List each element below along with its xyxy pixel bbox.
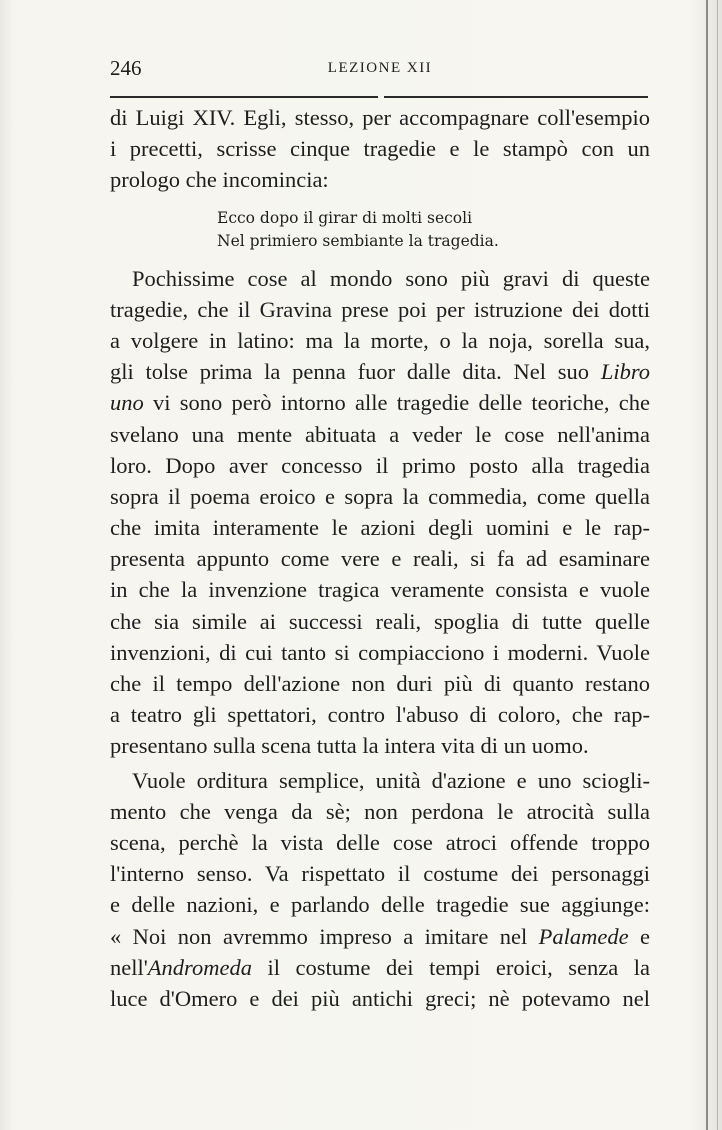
text-line: a teatro gli spettatori, contro l'abuso di coloro, che rap- xyxy=(110,702,650,728)
text-run: « Noi non avremmo impreso a imitare nel xyxy=(110,923,539,949)
text-run: nell' xyxy=(110,954,148,980)
text-line: prologo che incomincia: xyxy=(110,167,329,193)
verse-quote xyxy=(217,207,650,253)
page-number: 246 xyxy=(110,56,142,80)
page-edge-line xyxy=(717,0,718,1130)
text-line: che sia simile ai successi reali, spoglia di tutte quelle xyxy=(110,608,650,634)
running-title: LEZIONE XII xyxy=(327,60,433,76)
text-line xyxy=(110,356,650,387)
paragraph-2 xyxy=(110,263,650,762)
text-line: sopra il poema eroico e sopra la commedia, come quella xyxy=(110,483,650,509)
text-line: che il tempo dell'azione non duri più di quanto restano xyxy=(110,671,650,696)
verse-line: Nel primiero sembiante la tragedia. xyxy=(217,231,499,250)
text-run: il costume dei tempi eroici, senza la xyxy=(251,954,650,980)
work-title-palamede: Palamede xyxy=(538,923,629,949)
verse-line: Ecco dopo il girar di molti secoli xyxy=(217,208,473,227)
text-line: i precetti, scrisse cinque tragedie e le stampò con un xyxy=(110,136,650,162)
text-line: scena, perchè la vista delle cose atroci offende troppo xyxy=(110,829,650,855)
paragraph-1 xyxy=(110,102,650,196)
text-line: presentano sulla scena tutta la intera vita di un uomo. xyxy=(110,733,589,759)
text-line: l'interno senso. Va rispettato il costume dei personaggi xyxy=(110,861,650,887)
text-run: e xyxy=(628,923,650,949)
text-line: tragedie, che il Gravina prese poi per istruzione dei dotti xyxy=(110,296,650,322)
paragraph-3 xyxy=(110,765,650,1015)
text-run: gli tolse prima la penna fuor dalle dita. Nel suo xyxy=(110,359,601,385)
page-edge-shadow xyxy=(706,0,708,1130)
text-line xyxy=(110,952,650,983)
text-line: svelano una mente abituata a veder le cose nell'anima xyxy=(110,421,650,447)
header-rule-left xyxy=(110,96,378,98)
text-line: Vuole orditura semplice, unità d'azione e uno sciogli- xyxy=(132,767,650,793)
body-text xyxy=(110,102,650,1014)
text-line: mento che venga da sè; non perdona le atrocità sulla xyxy=(110,798,650,824)
text-run: vi sono però intorno alle tragedie delle teoriche, che xyxy=(143,390,650,416)
page-header xyxy=(110,56,650,86)
text-line xyxy=(110,387,650,418)
text-line: loro. Dopo aver concesso il primo posto alla tragedia xyxy=(110,452,650,478)
text-line: in che la invenzione tragica veramente consista e vuole xyxy=(110,577,650,603)
text-line: che imita interamente le azioni degli uomini e le rap- xyxy=(110,515,650,541)
header-rule-right xyxy=(384,96,648,98)
text-line: di Luigi XIV. Egli, stesso, per accompagnare coll'esempio xyxy=(110,105,650,130)
text-line: Pochissime cose al mondo sono più gravi di queste xyxy=(132,265,650,291)
text-line: presenta appunto come vere e reali, si fa ad esaminare xyxy=(110,546,650,572)
text-line: invenzioni, di cui tanto si compiacciono i moderni. Vuole xyxy=(110,639,650,665)
work-title-andromeda: Andromeda xyxy=(147,954,252,980)
book-title-libro: Libro xyxy=(600,359,650,385)
text-line: luce d'Omero e dei più antichi greci; nè potevamo nel xyxy=(110,985,650,1011)
text-line: a volgere in latino: ma la morte, o la noja, sorella sua, xyxy=(110,327,650,353)
book-title-uno: uno xyxy=(110,390,144,416)
text-line xyxy=(110,921,650,952)
text-line: e delle nazioni, e parlando delle tragedie sue aggiunge: xyxy=(110,892,650,918)
